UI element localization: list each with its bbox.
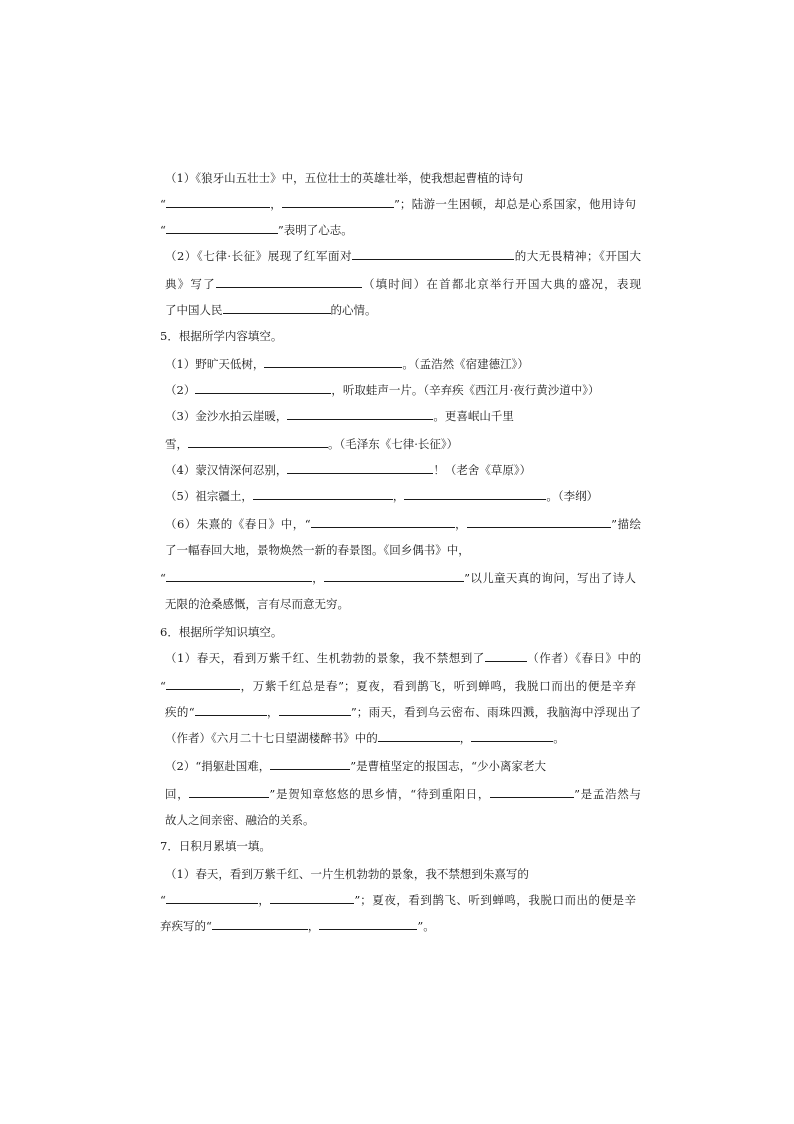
answer-blank[interactable]	[195, 382, 331, 394]
text-segment: （2）	[165, 383, 196, 397]
text-segment: “	[160, 197, 166, 211]
text-line-q5-6a	[165, 516, 641, 532]
text-segment: （2）《七律·长征》展现了红军面对	[165, 249, 353, 263]
answer-blank[interactable]	[287, 462, 433, 474]
text-line-q5-2	[165, 382, 641, 398]
answer-blank[interactable]	[264, 356, 402, 368]
text-segment: ”描绘	[611, 517, 641, 531]
text-segment: ”以儿童天真的询问，写出了诗人	[464, 571, 636, 585]
text-segment: ”是贺知章悠悠的思乡情，“待到重阳日，	[269, 787, 491, 801]
answer-blank[interactable]	[188, 436, 328, 448]
text-line-q4-1-b	[160, 196, 636, 212]
answer-blank[interactable]	[282, 196, 394, 208]
text-segment: ，	[269, 197, 283, 211]
text-segment: （1）春天，看到万紫千红、一片生机勃勃的景象，我不禁想到朱熹写的	[165, 867, 529, 881]
text-segment: ，	[257, 893, 271, 907]
text-segment: “	[160, 893, 166, 907]
text-segment: ，	[311, 571, 325, 585]
text-segment: （5）祖宗疆土，	[165, 489, 253, 503]
text-segment: ”；夏夜，看到鹊飞、听到蝉鸣，我脱口而出的便是辛	[354, 893, 636, 907]
text-segment: 典》写了	[165, 277, 216, 291]
text-line-q7-1a	[165, 866, 641, 882]
answer-blank[interactable]	[270, 758, 350, 770]
text-line-q4-2-b	[165, 276, 641, 292]
text-segment: “	[160, 223, 166, 237]
answer-blank[interactable]	[490, 786, 574, 798]
answer-blank[interactable]	[485, 650, 527, 662]
text-segment: 。（李纲）	[546, 489, 599, 503]
text-segment: （填时间）在首都北京举行开国大典的盛况，表现	[361, 277, 642, 291]
text-line-q5-h	[160, 328, 636, 344]
text-segment: （1）野旷天低树，	[165, 357, 265, 371]
text-segment: ！（老舍《草原》）	[433, 463, 532, 477]
text-segment: ”表明了心志。	[277, 223, 353, 237]
text-segment: 无限的沧桑感慨，言有尽而意无穷。	[165, 597, 349, 611]
text-segment: 弃疾写的“	[160, 919, 212, 933]
text-segment: 。（孟浩然《宿建德江》）	[402, 357, 529, 371]
answer-blank[interactable]	[223, 302, 331, 314]
answer-blank[interactable]	[189, 786, 269, 798]
text-segment: 雪，	[165, 437, 188, 451]
text-segment: ”是孟浩然与	[574, 787, 642, 801]
answer-blank[interactable]	[311, 516, 455, 528]
text-line-q7-1c	[160, 918, 636, 934]
text-line-q6-2b	[165, 786, 641, 802]
text-segment: （1）《狼牙山五壮士》中，五位壮士的英雄壮举，使我想起曹植的诗句	[165, 171, 524, 185]
text-segment: （作者）《六月二十七日望湖楼醉书》中的	[165, 731, 378, 745]
text-segment: ”是曹植坚定的报国志，“少小离家老大	[350, 759, 546, 773]
answer-blank[interactable]	[467, 516, 611, 528]
answer-blank[interactable]	[195, 704, 267, 716]
text-segment: ，	[266, 705, 279, 719]
answer-blank[interactable]	[404, 488, 546, 500]
text-segment: 。	[553, 731, 565, 745]
text-segment: 的心情。	[330, 303, 377, 317]
text-segment: ，听取蛙声一片。（辛弃疾《西江月·夜行黄沙道中》）	[331, 383, 600, 397]
answer-blank[interactable]	[212, 918, 308, 930]
text-segment: （2）“捐躯赴国难，	[165, 759, 271, 773]
text-segment: ，	[454, 517, 468, 531]
text-segment: ，万紫千红总是春”；夏夜，看到鹊飞，听到蝉鸣，我脱口而出的便是辛弃	[239, 679, 636, 693]
text-line-q5-6b	[165, 542, 641, 558]
answer-blank[interactable]	[166, 678, 240, 690]
text-line-q6-1b	[160, 678, 636, 694]
answer-blank[interactable]	[352, 248, 514, 260]
text-segment: 。（毛泽东《七律·长征》）	[328, 437, 459, 451]
text-segment: （3）金沙水拍云崖暖，	[165, 409, 288, 423]
text-line-q4-1-c	[160, 222, 636, 238]
text-line-q6-2a	[165, 758, 641, 774]
answer-blank[interactable]	[166, 570, 312, 582]
text-line-q5-5	[165, 488, 641, 504]
text-segment: ”。	[417, 919, 435, 933]
text-segment: 6．根据所学知识填空。	[160, 625, 283, 639]
text-line-q6-1d	[165, 730, 641, 746]
answer-blank[interactable]	[166, 892, 258, 904]
text-segment: “	[160, 679, 166, 693]
answer-blank[interactable]	[279, 704, 351, 716]
text-segment: 疾的“	[165, 705, 195, 719]
answer-blank[interactable]	[253, 488, 393, 500]
text-line-q5-6c	[160, 570, 636, 586]
text-segment: （1）春天，看到万紫千红、生机勃勃的景象，我不禁想到了	[165, 651, 485, 665]
text-segment: （作者）《春日》中的	[526, 651, 641, 665]
text-line-q5-3b	[165, 436, 641, 452]
text-line-q4-2-c	[165, 302, 641, 318]
text-line-q4-1-a	[165, 170, 641, 186]
answer-blank[interactable]	[471, 730, 553, 742]
text-segment: （4）蒙汉情深何忍别，	[165, 463, 288, 477]
text-line-q5-1	[165, 356, 641, 372]
text-line-q4-2-a	[165, 248, 641, 264]
text-line-q6-2c	[165, 812, 641, 828]
text-segment: （6）朱熹的《春日》中，“	[165, 517, 311, 531]
answer-blank[interactable]	[324, 570, 464, 582]
text-line-q5-3a	[165, 408, 641, 424]
text-segment: ，	[459, 731, 472, 745]
text-segment: 了中国人民	[165, 303, 223, 317]
text-segment: 。更喜岷山千里	[433, 409, 514, 423]
answer-blank[interactable]	[319, 918, 417, 930]
text-segment: 回，	[165, 787, 190, 801]
text-segment: 5．根据所学内容填空。	[160, 329, 283, 343]
text-segment: ，	[392, 489, 405, 503]
answer-blank[interactable]	[287, 408, 433, 420]
text-segment: ”；陆游一生困顿，却总是心系国家，他用诗句	[394, 197, 636, 211]
text-line-q7-h	[160, 838, 636, 854]
text-line-q6-1a	[165, 650, 641, 666]
text-segment: “	[160, 571, 166, 585]
text-line-q7-1b	[160, 892, 636, 908]
text-line-q6-1c	[165, 704, 641, 720]
text-segment: 故人之间亲密、融洽的关系。	[165, 813, 315, 827]
text-line-q6-h	[160, 624, 636, 640]
answer-blank[interactable]	[166, 222, 278, 234]
text-line-q5-6d	[165, 596, 641, 612]
text-segment: 7．日积月累填一填。	[160, 839, 271, 853]
text-segment: ，	[307, 919, 320, 933]
answer-blank[interactable]	[270, 892, 354, 904]
text-segment: ”；雨天，看到乌云密布、雨珠四溅，我脑海中浮现出了	[350, 705, 641, 719]
answer-blank[interactable]	[216, 276, 362, 288]
answer-blank[interactable]	[378, 730, 460, 742]
answer-blank[interactable]	[166, 196, 270, 208]
text-line-q5-4	[165, 462, 641, 478]
text-segment: 了一幅春回大地，景物焕然一新的春景图。《回乡偶书》中，	[165, 543, 470, 557]
text-segment: 的大无畏精神；《开国大	[514, 249, 641, 263]
